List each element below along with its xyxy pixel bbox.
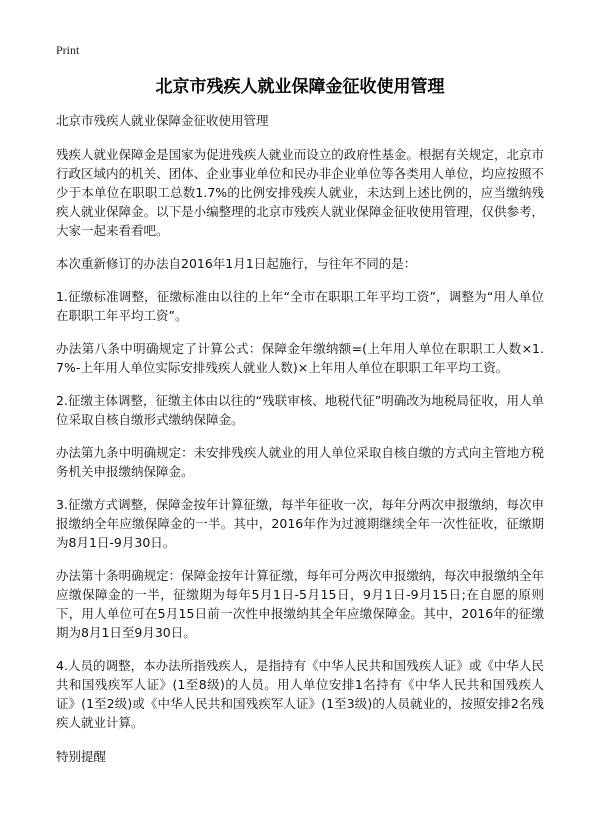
special-reminder-heading: 特别提醒	[56, 749, 107, 764]
paragraph-article-nine: 办法第九条中明确规定：未安排残疾人就业的用人单位采取自核自缴的方式向主管地方税务机关申报缴纳保障金。	[56, 445, 544, 479]
paragraph-intro: 残疾人就业保障金是国家为促进残疾人就业而设立的政府性基金。根据有关规定，北京市行政区域内的机关、团体、企业事业单位和民办非企业单位等各类用人单位，均应按照不少于本单位在职职工总数1.7%的比例安排残疾人就业，未达到上述比例的，应当缴纳残疾人就业保障金。以下是小编整理的北京市残疾人就业保障金征收使用管理，仅供参考，大家一起来看看吧。	[56, 147, 544, 238]
paragraph-formula: 办法第八条中明确规定了计算公式：保障金年缴纳额=(上年用人单位在职职工人数×1.7%-上年用人单位实际安排残疾人就业人数)×上年用人单位在职职工年平均工资。	[56, 341, 544, 375]
paragraph-personnel-adjustment: 4.人员的调整，本办法所指残疾人，是指持有《中华人民共和国残疾人证》或《中华人民共和国残疾军人证》(1至8级)的人员。用人单位安排1名持有《中华人民共和国残疾人证》(1至2级)或《中华人民共和国残疾军人证》(1至3级)的人员就业的，按照安排2名残疾人就业计算。	[56, 658, 544, 730]
paragraph-standard-adjustment: 1.征缴标准调整，征缴标准由以往的上年“全市在职职工年平均工资”，调整为“用人单位在职职工年平均工资”。	[56, 289, 544, 323]
page-title: 北京市残疾人就业保障金征收使用管理	[155, 77, 445, 97]
paragraph-effective-date: 本次重新修订的办法自2016年1月1日起施行，与往年不同的是：	[56, 256, 417, 271]
print-link[interactable]: Print	[56, 43, 80, 57]
paragraph-subject-adjustment: 2.征缴主体调整，征缴主体由以往的“残联审核、地税代征”明确改为地税局征收，用人单位采取自核自缴形式缴纳保障金。	[56, 393, 544, 427]
paragraph-method-adjustment: 3.征缴方式调整，保障金按年计算征缴，每半年征收一次，每年分两次申报缴纳，每次申报缴纳全年应缴保障金的一半。其中，2016年作为过渡期继续全年一次性征收，征缴期为8月1日-9月30日。	[56, 497, 544, 550]
document-subtitle: 北京市残疾人就业保障金征收使用管理	[56, 113, 269, 128]
paragraph-article-ten: 办法第十条明确规定：保障金按年计算征缴，每年可分两次申报缴纳，每次申报缴纳全年应缴保障金的一半，征缴期为每年5月1日-5月15日，9月1日-9月15日;在自愿的原则下，用人单位可在5月15日前一次性申报缴纳其全年应缴保障金。其中，2016年的征缴期为8月1日至9月30日。	[56, 568, 544, 640]
